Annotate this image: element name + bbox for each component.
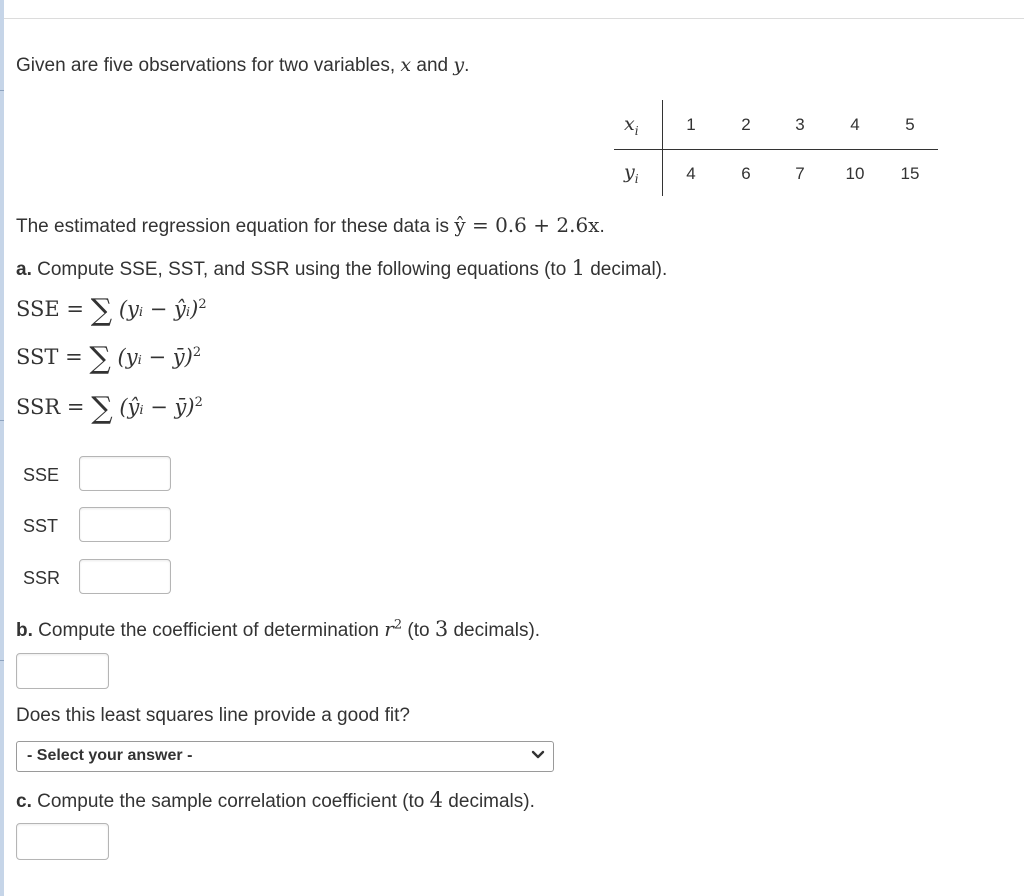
ssr-input[interactable] [79, 559, 171, 594]
ssr-formula: SSR = ∑ (ŷᵢ − ȳ)$^2$ [16, 391, 203, 426]
table-horizontal-rule [614, 149, 938, 150]
y-value: 7 [795, 164, 805, 183]
y-value: 10 [845, 164, 865, 183]
table-vertical-rule [662, 100, 663, 196]
top-divider [4, 18, 1024, 19]
x-value: 4 [850, 115, 860, 134]
border-tick [0, 420, 4, 421]
chevron-down-icon [531, 746, 545, 764]
y-value: 4 [686, 164, 696, 183]
sse-formula: SSE = ∑ (yᵢ − ŷᵢ)$^2$ [16, 293, 207, 328]
part-b-prompt: b. Compute the coefficient of determination $r^2$ (to 3 decimals). [16, 617, 541, 641]
x-value: 5 [905, 115, 915, 134]
border-tick [0, 660, 4, 661]
part-c-prompt: c. Compute the sample correlation coefficient (to 4 decimals). [16, 788, 535, 812]
intro-text: Given are five observations for two variables, x and y. [16, 54, 470, 76]
regression-text: The estimated regression equation for these data is ŷ = 0.6 + 2.6x. [16, 213, 605, 237]
good-fit-selected-value: - Select your answer - [27, 747, 193, 764]
y-value: 15 [900, 164, 920, 183]
fit-question: Does this least squares line provide a good fit? [16, 705, 410, 726]
y-value: 6 [741, 164, 751, 183]
x-value: 3 [795, 115, 805, 134]
x-value: 1 [686, 115, 696, 134]
border-tick [0, 90, 4, 91]
sse-input[interactable] [79, 456, 171, 491]
left-border [0, 0, 4, 896]
sst-input[interactable] [79, 507, 171, 542]
regression-equation: ŷ = 0.6 + 2.6x [454, 213, 600, 237]
x-value: 2 [741, 115, 751, 134]
sst-formula: SST = ∑ (yᵢ − ȳ)$^2$ [16, 341, 202, 376]
sse-label: SSE [23, 465, 60, 485]
y-row-label: $y_i$ [624, 161, 639, 186]
ssr-label: SSR [23, 568, 61, 588]
r-squared-input[interactable] [16, 653, 109, 689]
part-a-prompt: a. Compute SSE, SST, and SSR using the following equations (to 1 decimal). [16, 256, 668, 280]
good-fit-select[interactable] [16, 741, 554, 772]
sst-label: SST [23, 516, 59, 536]
correlation-input[interactable] [16, 823, 109, 860]
x-row-label: $x_i$ [624, 113, 639, 138]
